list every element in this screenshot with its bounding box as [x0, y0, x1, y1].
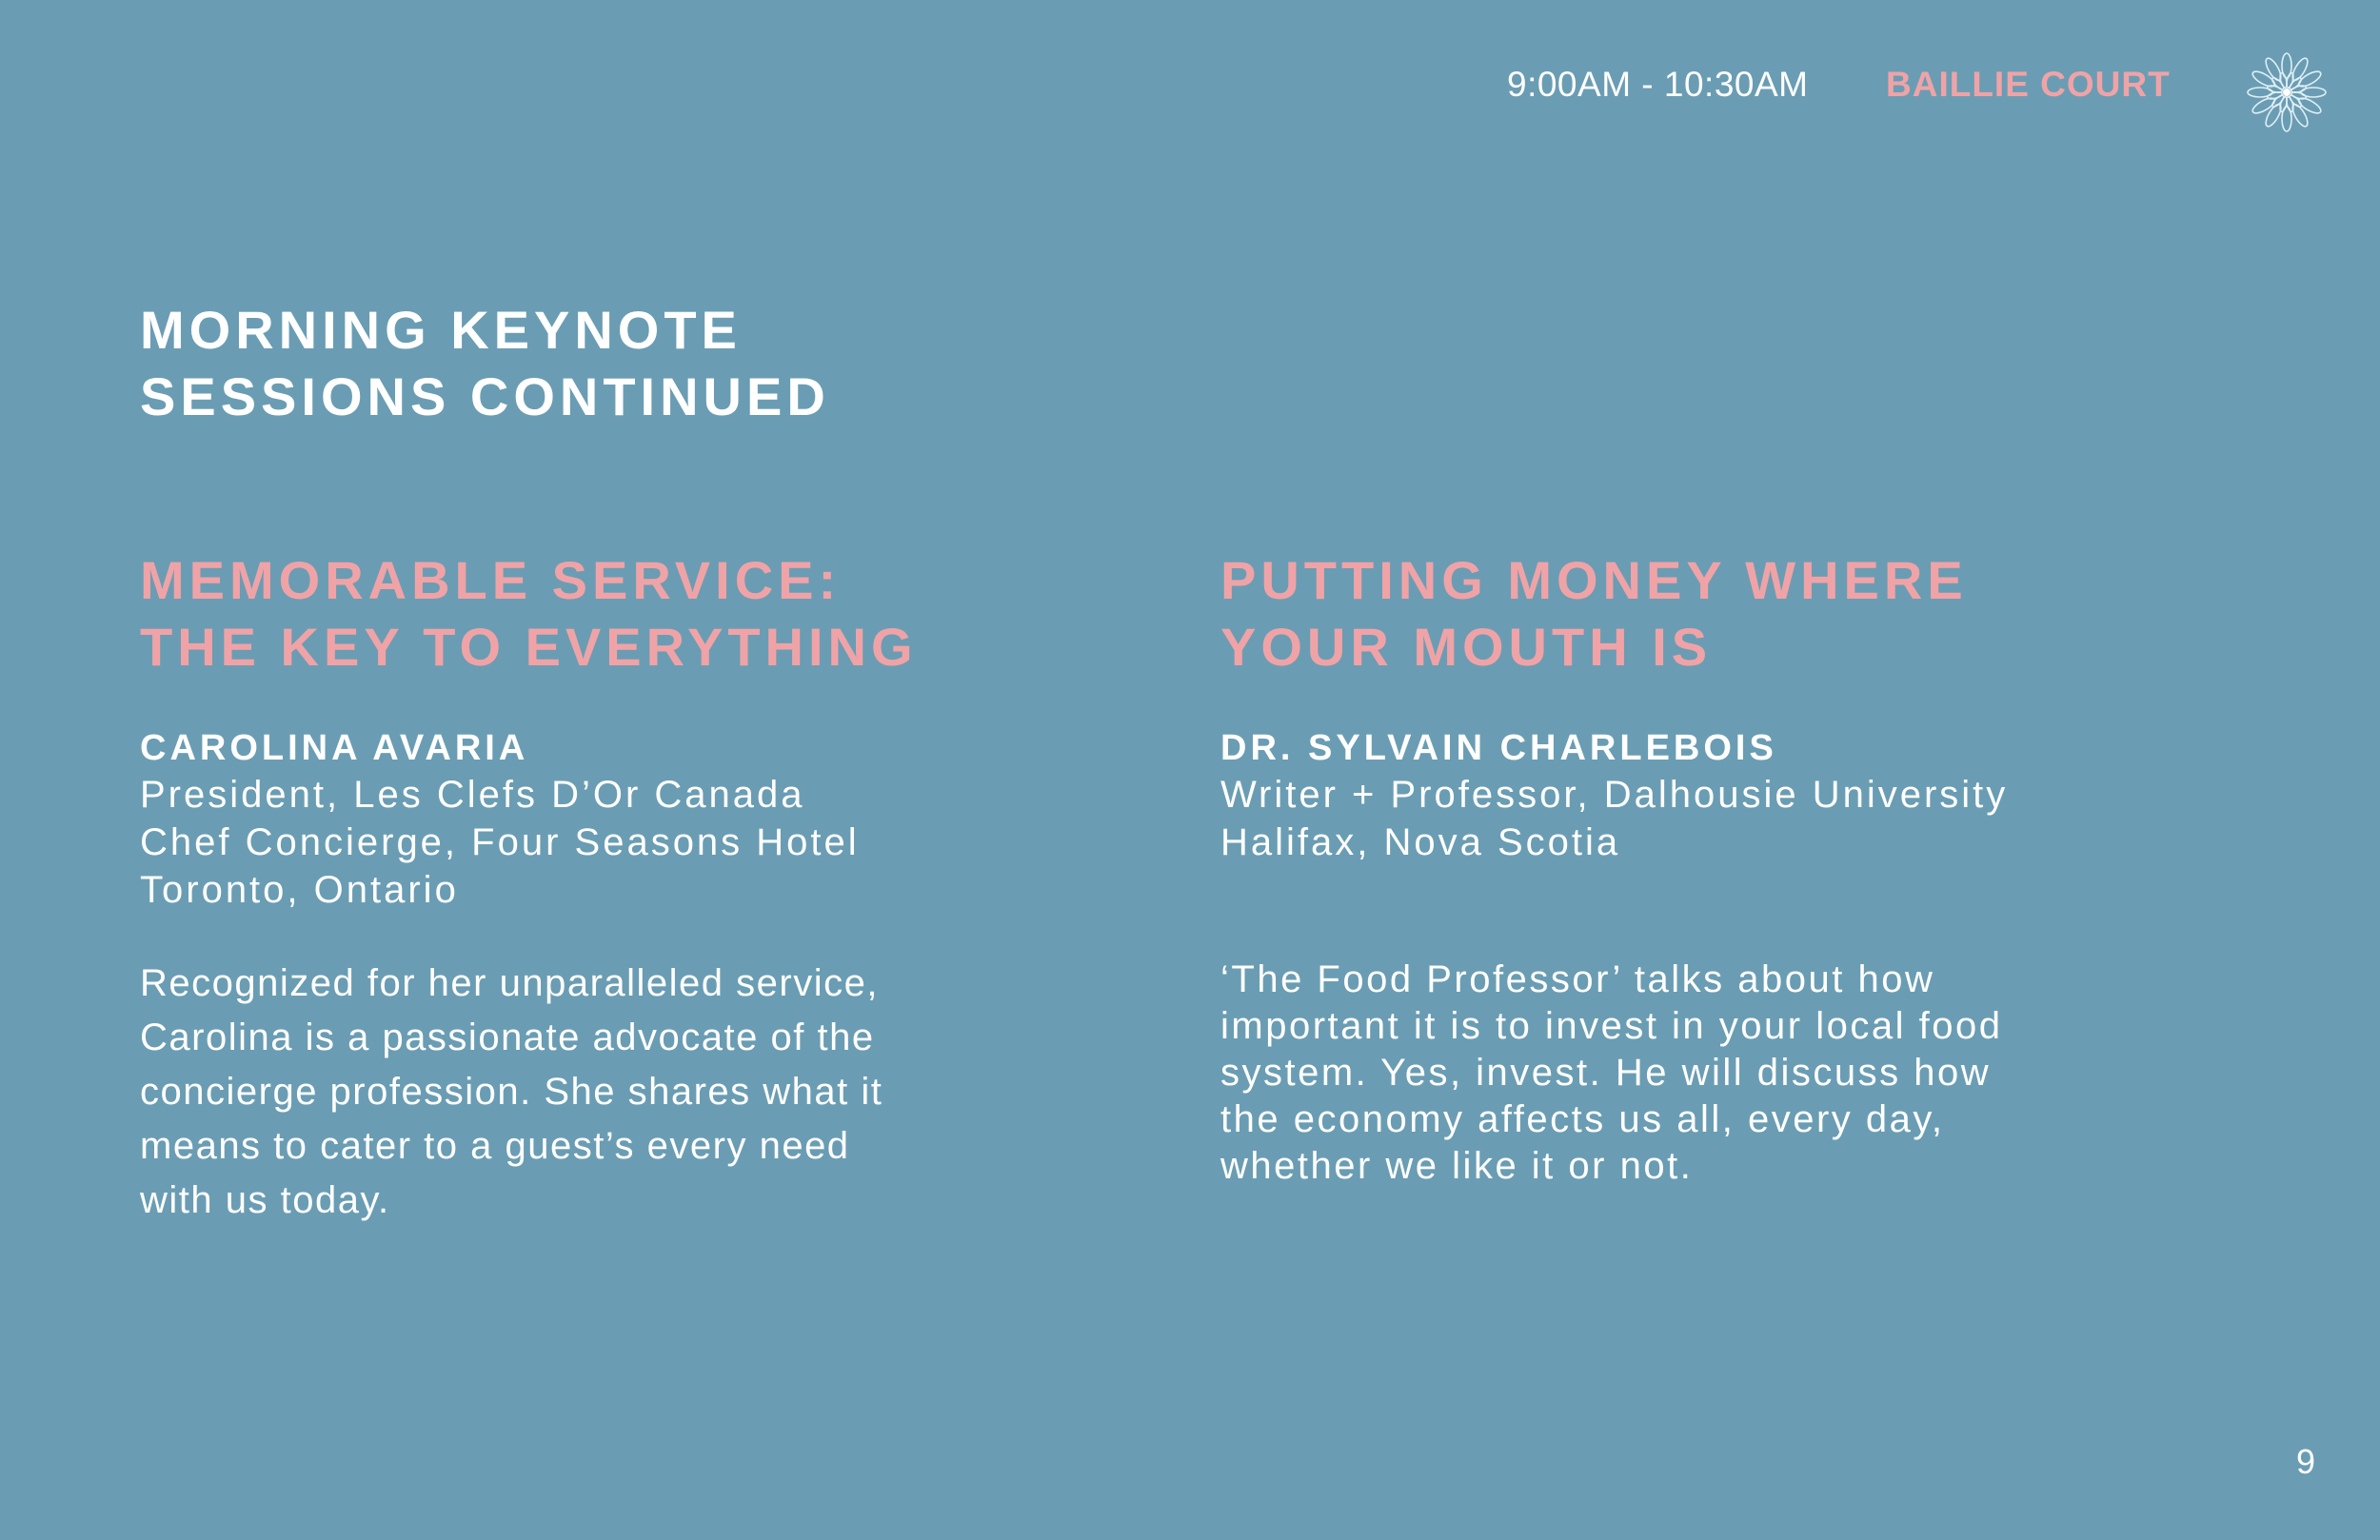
- description-line: Recognized for her unparalleled service,: [140, 962, 879, 1004]
- speaker-name: DR. SYLVAIN CHARLEBOIS: [1220, 728, 1777, 768]
- logo-petal-inner: [2271, 93, 2286, 109]
- session-title-line: THE KEY TO EVERYTHING: [140, 617, 918, 677]
- page-title-line: SESSIONS CONTINUED: [140, 366, 830, 426]
- logo-petal-inner: [2288, 76, 2303, 91]
- speaker-info-line: Halifax, Nova Scotia: [1220, 821, 1621, 863]
- session-title-line: MEMORABLE SERVICE:: [140, 550, 842, 610]
- page-title: [140, 297, 830, 430]
- session-description: [140, 957, 883, 1228]
- description-line: system. Yes, invest. He will discuss how: [1220, 1052, 1992, 1094]
- mandala-flower-icon: [2239, 45, 2334, 140]
- description-line: means to cater to a guest’s every need: [140, 1125, 850, 1167]
- description-line: Carolina is a passionate advocate of the: [140, 1017, 875, 1058]
- session-left: [140, 547, 1092, 1221]
- speaker-info-line: Writer + Professor, Dalhousie University: [1220, 774, 2009, 816]
- session-right: [1220, 547, 2172, 1187]
- speaker-name: CAROLINA AVARIA: [140, 728, 529, 768]
- session-title: [1220, 547, 2172, 681]
- description-line: the economy affects us all, every day,: [1220, 1098, 1945, 1140]
- logo-petal-inner: [2279, 72, 2289, 89]
- session-title-line: YOUR MOUTH IS: [1220, 617, 1713, 677]
- session-title-line: PUTTING MONEY WHERE: [1220, 550, 1968, 610]
- speaker-info-line: Toronto, Ontario: [140, 869, 459, 911]
- description-line: with us today.: [140, 1179, 390, 1221]
- description-line: whether we like it or not.: [1220, 1145, 1694, 1187]
- logo-petal-inner: [2288, 93, 2303, 109]
- page-number: 9: [2296, 1442, 2316, 1481]
- session-venue: BAILLIE COURT: [1886, 65, 2171, 104]
- session-description: [1220, 957, 2002, 1190]
- description-line: concierge profession. She shares what it: [140, 1071, 883, 1113]
- speaker-info: [1220, 771, 2008, 866]
- session-title: [140, 547, 1092, 681]
- logo-petal-inner: [2271, 76, 2286, 91]
- description-line: important it is to invest in your local food: [1220, 1005, 2003, 1047]
- speaker-info-line: President, Les Clefs D’Or Canada: [140, 774, 805, 816]
- speaker-info-line: Chef Concierge, Four Seasons Hotel: [140, 821, 860, 863]
- session-time: 9:00AM - 10:30AM: [1507, 65, 1809, 104]
- page-title-line: MORNING KEYNOTE: [140, 300, 742, 360]
- description-line: ‘The Food Professor’ talks about how: [1220, 958, 1935, 1000]
- speaker-info: [140, 771, 860, 914]
